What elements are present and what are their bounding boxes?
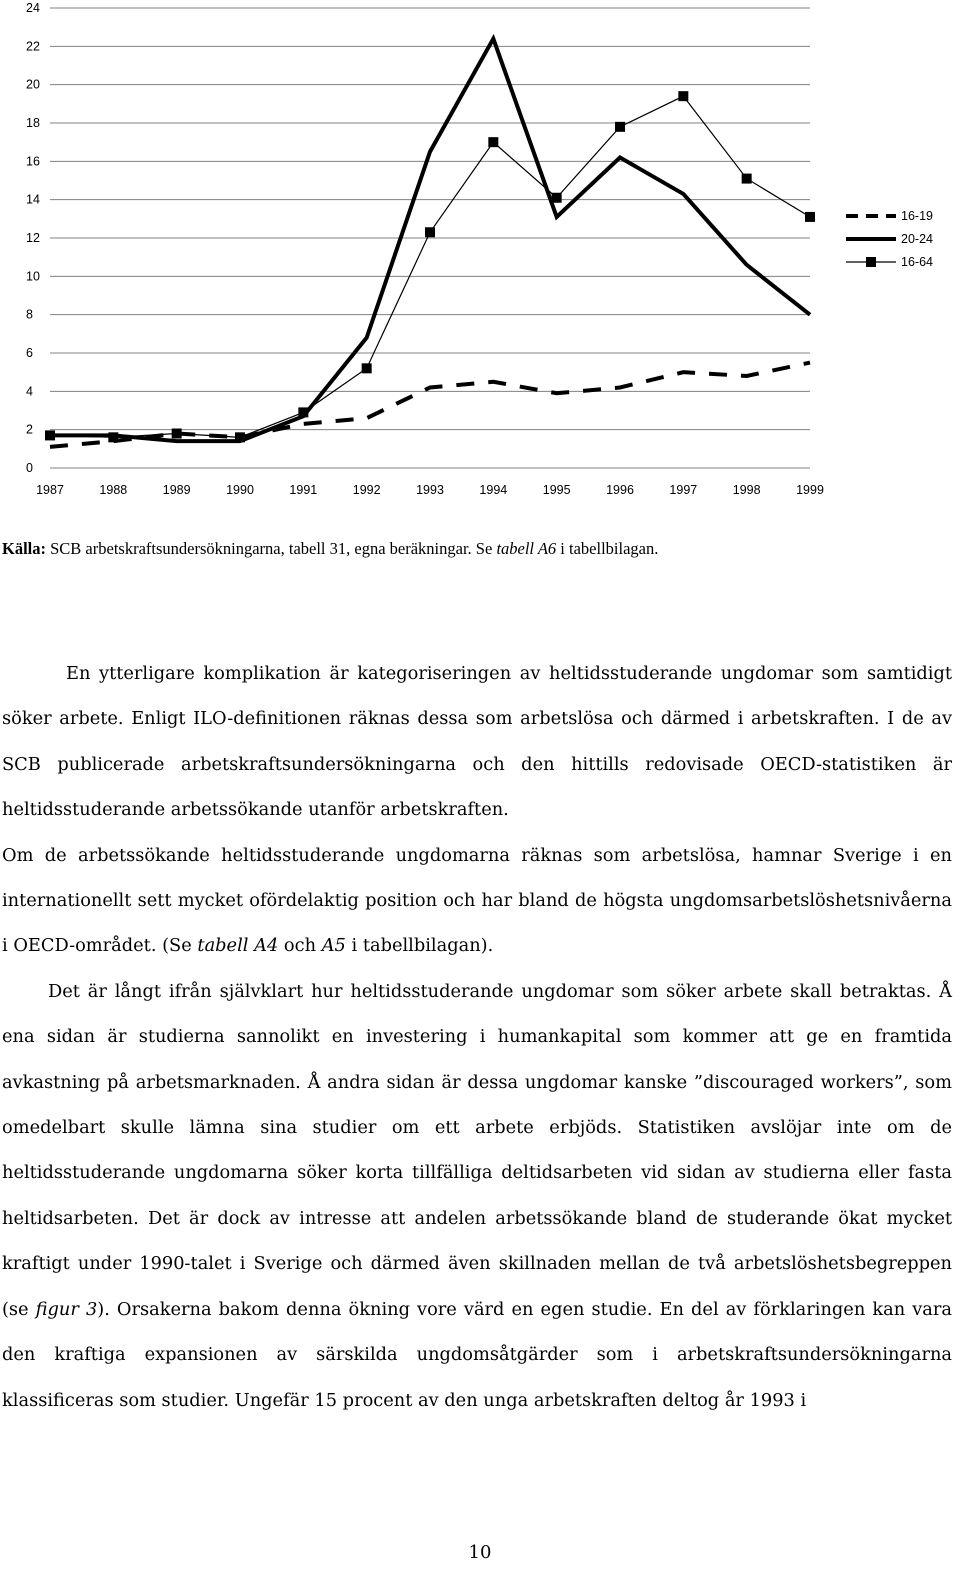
data-point-16-64-1997 — [678, 91, 688, 101]
source-table-ref: tabell A6 — [496, 539, 557, 558]
x-tick-label: 1995 — [542, 483, 571, 497]
legend-label-16-64: 16-64 — [901, 255, 933, 269]
paragraph-2-mid: och — [278, 935, 322, 957]
paragraph-3-text: Det är långt ifrån självklart hur heltidsstuderande ungdomar som söker arbete skall betraktas. Å ena sidan är studierna sannolikt en investering i humankapital som kommer att ge en framtida avkastning på arbetsmarknaden. Å andra sidan är dessa ungdomar kanske ”discouraged workers”, som omedelbart skulle lämna sina studier om ett arbete erbjöds. Statistiken avslöjar inte om de heltidsstuderande ungdomarna söker korta tillfälliga deltidsarbeten vid sidan av studierna eller fasta heltidsarbeten. Det är dock av intresse att andelen arbetssökande bland de studerande ökat mycket kraftigt under 1990-talet i Sverige och därmed även skillnaden mellan de två arbetslöshetsbegreppen (se — [2, 980, 952, 1320]
x-tick-label: 1990 — [226, 483, 254, 497]
y-tick-label: 16 — [26, 154, 40, 169]
paragraph-2 — [2, 833, 952, 969]
data-point-16-64-1991 — [298, 407, 308, 417]
page-number: 10 — [468, 1542, 492, 1563]
paragraph-2-text: Om de arbetssökande heltidsstuderande ungdomarna räknas som arbetslösa, hamnar Sverige i en internationellt sett mycket ofördelaktig position och har bland de högsta ungdomsarbetslöshetsnivåerna i OECD-området. (Se — [2, 844, 952, 957]
data-point-16-64-1987 — [45, 430, 55, 440]
x-tick-label: 1992 — [352, 483, 381, 497]
unemployment-chart — [0, 0, 960, 520]
data-point-16-64-1993 — [425, 227, 435, 237]
table-ref-a5: A5 — [321, 935, 346, 957]
paragraph-3 — [2, 969, 952, 1423]
source-text-end: i tabellbilagan. — [556, 539, 659, 558]
data-point-16-64-1992 — [362, 363, 372, 373]
data-point-16-64-1995 — [552, 193, 562, 203]
body-text — [2, 651, 952, 1423]
series-line-20-24 — [50, 39, 810, 442]
legend-label-20-24: 20-24 — [901, 232, 933, 246]
data-point-16-64-1996 — [615, 122, 625, 132]
y-tick-label: 0 — [26, 461, 33, 475]
y-tick-label: 6 — [26, 346, 33, 360]
source-text: SCB arbetskraftsundersökningarna, tabell 31, egna beräkningar. Se — [46, 539, 497, 558]
x-axis-ticks — [36, 483, 824, 497]
y-tick-label: 22 — [26, 39, 40, 54]
y-tick-label: 2 — [26, 422, 33, 437]
figure-ref: figur 3 — [35, 1298, 98, 1320]
y-tick-label: 20 — [26, 77, 40, 92]
source-label: Källa: — [2, 539, 46, 558]
chart-legend — [846, 209, 933, 269]
y-tick-label: 14 — [26, 192, 40, 207]
paragraph-3-end: ). Orsakerna bakom denna ökning vore värd en egen studie. En del av förklaringen kan vara den kraftiga expansionen av särskilda ungdomsåtgärder som i arbetskraftsundersökningarna klassificeras som studier. Ungefär 15 procent av den unga arbetskraften deltog år 1993 i — [2, 1298, 952, 1411]
x-tick-label: 1996 — [606, 483, 634, 497]
y-tick-label: 4 — [26, 384, 33, 399]
chart-grid — [50, 8, 810, 468]
x-tick-label: 1999 — [796, 483, 824, 497]
x-tick-label: 1988 — [99, 483, 128, 497]
x-tick-label: 1997 — [669, 483, 698, 497]
paragraph-1: En ytterligare komplikation är kategoriseringen av heltidsstuderande ungdomar som samtidigt söker arbete. Enligt ILO-definitionen räknas dessa som arbetslösa och därmed i arbetskraften. I de av SCB publicerade arbetskraftsundersökningarna och den hittills redovisade OECD-statistiken är heltidsstuderande arbetssökande utanför arbetskraften. — [2, 663, 952, 821]
y-axis-ticks — [26, 1, 40, 475]
y-tick-label: 24 — [26, 1, 40, 15]
legend-marker — [866, 257, 876, 267]
y-tick-label: 10 — [26, 269, 40, 284]
data-point-16-64-1994 — [488, 137, 498, 147]
x-tick-label: 1987 — [36, 483, 64, 497]
data-point-16-64-1989 — [172, 429, 182, 439]
table-ref-a4: tabell A4 — [197, 935, 279, 957]
source-note — [2, 539, 952, 559]
data-point-16-64-1990 — [235, 432, 245, 442]
x-tick-label: 1998 — [732, 483, 761, 497]
data-point-16-64-1988 — [108, 432, 118, 442]
y-tick-label: 18 — [26, 116, 40, 130]
data-point-16-64-1998 — [742, 174, 752, 184]
paragraph-2-end: i tabellbilagan). — [345, 935, 494, 957]
x-tick-label: 1994 — [479, 483, 508, 497]
x-tick-label: 1991 — [289, 483, 318, 497]
chart-series — [45, 39, 815, 447]
x-tick-label: 1989 — [162, 483, 191, 497]
y-tick-label: 8 — [26, 307, 33, 322]
legend-label-16-19: 16-19 — [901, 209, 933, 223]
data-point-16-64-1999 — [805, 212, 815, 222]
y-tick-label: 12 — [26, 231, 40, 245]
x-tick-label: 1993 — [416, 483, 444, 497]
